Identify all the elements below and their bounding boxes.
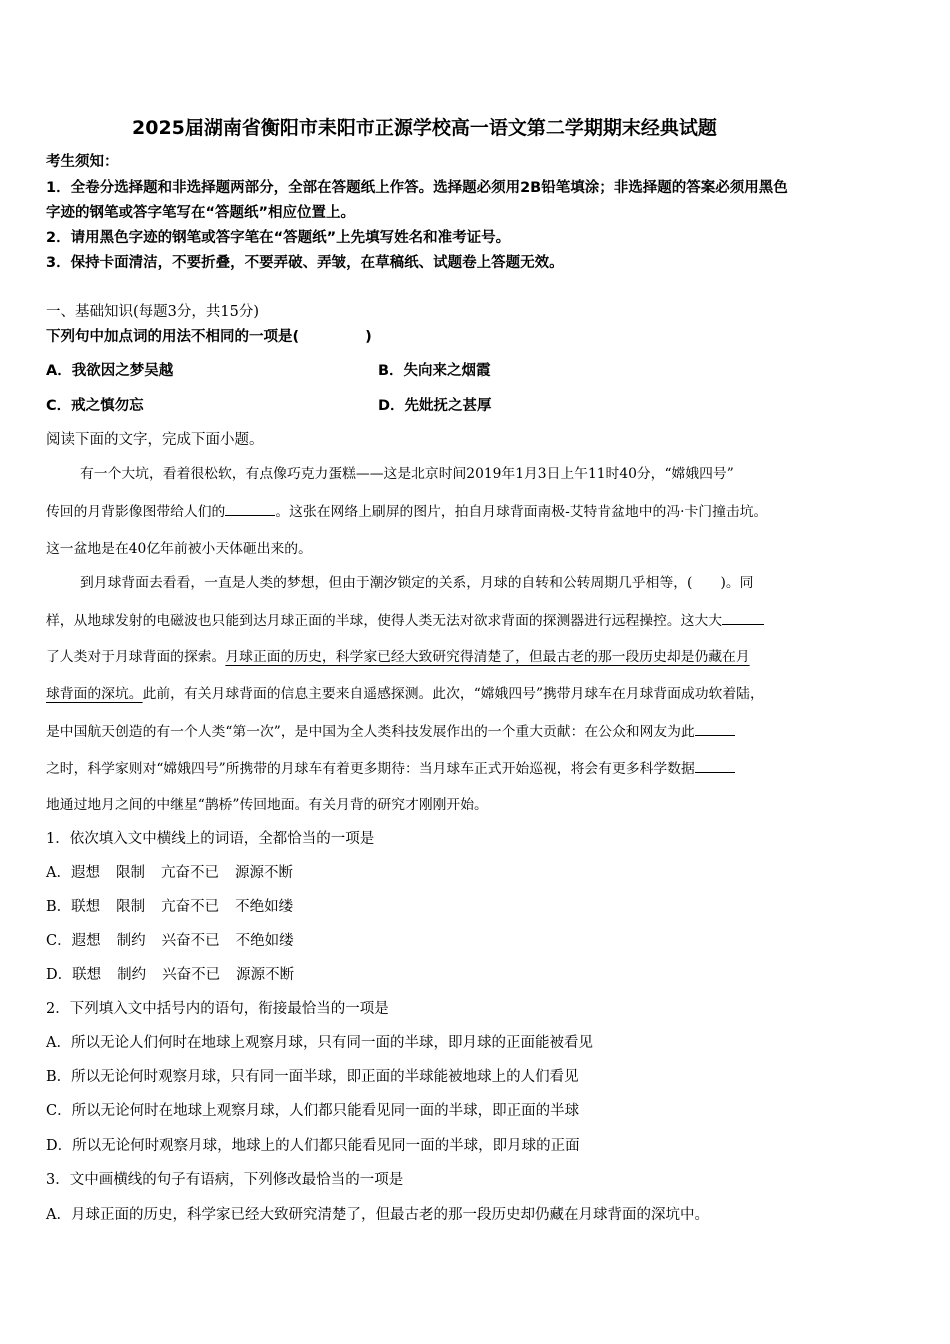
underlined-sentence: 月球正面的历史，科学家已经大致研究得清楚了，但最古老的那一段历史却是仍藏在月 xyxy=(225,649,750,665)
passage-p2-line5 xyxy=(46,721,735,742)
notice-item-1a: 1．全卷分选择题和非选择题两部分，全部在答题纸上作答。选择题必须用2B铅笔填涂；非选择题的答案必须用黑色 xyxy=(46,180,788,196)
q1-b-word-2: 限制 xyxy=(116,899,146,915)
passage-text: 到月球背面去看看，一直是人类的梦想，但由于潮汐锁定的关系，月球的自转和公转周期几乎相等，( xyxy=(80,575,693,591)
q1-d-word-4: 源源不断 xyxy=(236,967,295,983)
passage-p2-line1 xyxy=(80,573,753,593)
notice-item-3: 3．保持卡面清洁，不要折叠，不要弄破、弄皱，在草稿纸、试题卷上答题无效。 xyxy=(46,255,564,271)
q1-option-a xyxy=(46,863,309,883)
notice-item-1b: 字迹的钢笔或答字笔写在“答题纸”相应位置上。 xyxy=(46,205,356,221)
q1-b-word-4: 不绝如缕 xyxy=(235,899,294,915)
q1-a-word-4: 源源不断 xyxy=(234,865,293,881)
passage-text: 是中国航天创造的有一个人类“第一次”，是中国为全人类科技发展作出的一个重大贡献：在公众和网友为此 xyxy=(46,724,695,740)
option-a: A．我欲因之梦吴越 xyxy=(46,363,174,379)
option-b: B．失向来之烟霞 xyxy=(378,363,491,379)
q1-d-word-2: 制约 xyxy=(117,967,147,983)
q1-b-word-1: B．联想 xyxy=(46,899,101,915)
answer-blank-4 xyxy=(695,758,735,773)
passage-text: 了人类对于月球背面的探索。 xyxy=(46,649,226,665)
passage-text: 之时，科学家则对“嫦娥四号”所携带的月球车有着更多期待：当月球车正式开始巡视，将会有更多科学数据 xyxy=(46,761,695,777)
q3-option-a: A．月球正面的历史，科学家已经大致研究清楚了，但最古老的那一段历史却仍藏在月球背面的深坑中。 xyxy=(46,1207,709,1223)
passage-text: )。同 xyxy=(720,575,754,591)
notice-item-2: 2．请用黑色字迹的钢笔或答字笔在“答题纸”上先填写姓名和准考证号。 xyxy=(46,230,511,246)
q2-option-a: A．所以无论人们何时在地球上观察月球，只有同一面的半球，即月球的正面能被看见 xyxy=(46,1035,593,1051)
q2-option-d: D．所以无论何时观察月球，地球上的人们都只能看见同一面的半球，即月球的正面 xyxy=(46,1138,580,1154)
q1-d-word-1: D．联想 xyxy=(46,967,102,983)
passage-p2-line7: 地通过地月之间的中继星“鹊桥”传回地面。有关月背的研究才刚刚开始。 xyxy=(46,797,488,813)
q1-option-b xyxy=(46,897,309,917)
answer-blank-2 xyxy=(722,610,764,625)
q1-b-word-3: 亢奋不已 xyxy=(161,899,220,915)
q2-option-c: C．所以无论何时在地球上观察月球，人们都只能看见同一面的半球，即正面的半球 xyxy=(46,1103,580,1119)
passage-text: 样，从地球发射的电磁波也只能到达月球正面的半球，使得人类无法对欲求背面的探测器进行远程操控。这大大 xyxy=(46,613,723,629)
answer-blank-3 xyxy=(695,721,735,736)
q1-c-word-4: 不绝如缕 xyxy=(235,933,294,949)
q2-option-b: B．所以无论何时观察月球，只有同一面半球，即正面的半球能被地球上的人们看见 xyxy=(46,1069,579,1085)
passage-p1-line2 xyxy=(46,501,767,522)
question-text: 下列句中加点词的用法不相同的一项是( xyxy=(46,329,300,345)
passage-p1-line3: 这一盆地是在40亿年前被小天体砸出来的。 xyxy=(46,541,312,557)
option-d: D．先妣抚之甚厚 xyxy=(378,398,492,414)
q1-a-word-2: 限制 xyxy=(115,865,145,881)
passage-p2-line2 xyxy=(46,610,764,631)
q2-stem: 2．下列填入文中括号内的语句，衔接最恰当的一项是 xyxy=(46,1001,389,1017)
question-paren-close: ) xyxy=(365,329,372,345)
passage-p1-line1: 有一个大坑，看着很松软，有点像巧克力蛋糕——这是北京时间2019年1月3日上午11时40分，“嫦娥四号” xyxy=(80,466,734,482)
page-title: 2025届湖南省衡阳市耒阳市正源学校高一语文第二学期期末经典试题 xyxy=(132,117,717,139)
option-c: C．戒之慎勿忘 xyxy=(46,398,144,414)
q1-option-d xyxy=(46,965,310,985)
underlined-sentence-end: 球背面的深坑。 xyxy=(46,686,143,702)
passage-p2-line6 xyxy=(46,758,735,779)
passage-text: 传回的月背影像图带给人们的 xyxy=(46,504,226,520)
q1-c-word-3: 兴奋不已 xyxy=(161,933,220,949)
q1-d-word-3: 兴奋不已 xyxy=(162,967,221,983)
passage-p2-line3 xyxy=(46,647,750,667)
q1-a-word-1: A．遐想 xyxy=(46,865,100,881)
q1-option-c xyxy=(46,931,310,951)
reading-intro: 阅读下面的文字，完成下面小题。 xyxy=(46,432,264,448)
answer-blank-1 xyxy=(225,501,275,516)
q1-c-word-1: C．遐想 xyxy=(46,933,101,949)
passage-p2-line4 xyxy=(46,684,764,704)
question-stem xyxy=(46,327,372,347)
passage-text: 此前，有关月球背面的信息主要来自遥感探测。此次，“嫦娥四号”携带月球车在月球背面成功软着陆， xyxy=(142,686,764,702)
q3-stem: 3．文中画横线的句子有语病，下列修改最恰当的一项是 xyxy=(46,1172,404,1188)
section-heading: 一、基础知识(每题3分，共15分) xyxy=(46,304,259,320)
notice-heading: 考生须知： xyxy=(46,154,119,170)
q1-c-word-2: 制约 xyxy=(116,933,146,949)
passage-text: 。这张在网络上刷屏的图片，拍自月球背面南极-艾特肯盆地中的冯·卡门撞击坑。 xyxy=(275,504,768,520)
q1-stem: 1．依次填入文中横线上的词语，全都恰当的一项是 xyxy=(46,831,375,847)
q1-a-word-3: 亢奋不已 xyxy=(160,865,219,881)
